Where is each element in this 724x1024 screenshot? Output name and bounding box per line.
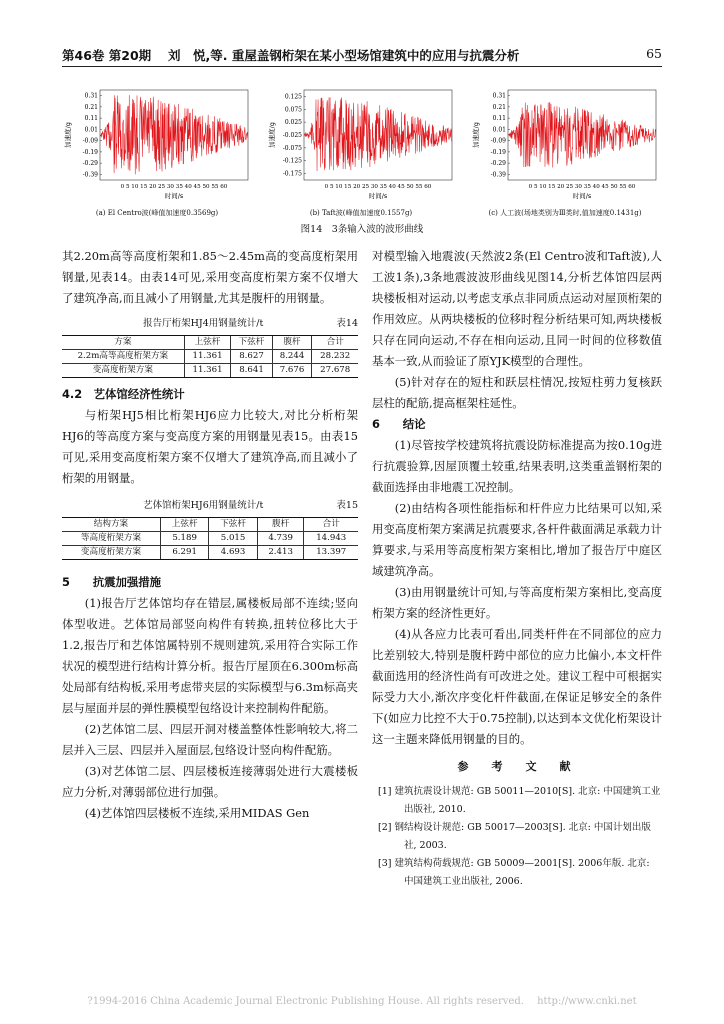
y-tick-label: -0.09 — [82, 137, 98, 145]
table-row — [62, 364, 358, 378]
paragraph: 其2.20m高等高度桁架和1.85～2.45m高的变高度桁架用钢量,见表14。由表14可见,采用变高度桁架方案不仅增大了建筑净高,而且减小了用钢量,尤其是腹杆的用钢量。 — [62, 249, 358, 305]
table-number: 表14 — [336, 318, 358, 329]
table-header-cell: 腹杆 — [257, 518, 304, 532]
y-tick-label: 0.11 — [492, 115, 506, 123]
table-cell: 8.641 — [231, 364, 272, 378]
table-title: 报告厅桁架HJ4用钢量统计/t — [143, 318, 264, 329]
waveform-panel-b — [266, 84, 456, 224]
reference-item: [1] 建筑抗震设计规范: GB 50011—2010[S]. 北京: 中国建筑工业出版社, 2010. — [378, 786, 661, 815]
y-tick-label: -0.025 — [282, 132, 302, 139]
table-number: 表15 — [336, 500, 358, 511]
table-cell: 13.397 — [304, 546, 358, 560]
table-row — [62, 546, 358, 560]
y-tick-label: 0.11 — [84, 115, 98, 123]
table-header-cell: 上弦杆 — [184, 336, 231, 350]
table-header-cell: 下弦杆 — [231, 336, 272, 350]
paragraph: (1)报告厅艺体馆均存在错层,属楼板局部不连续;竖向体型收进。艺体馆局部竖向构件有转换,扭转位移比大于1.2,报告厅和艺体馆属特别不规则建筑,采用符合实际工作状况的模型进行结构计算分析。报告厅屋顶在6.300m标高处局部有结构板,采用考虑带夹层的实际模型与6.3m标高夹层与屋面并层的弹性膜模型包络设计来控制构件配筋。 — [62, 596, 358, 715]
seismic-trace — [100, 95, 248, 174]
waveform-panel-a — [62, 84, 252, 224]
table-cell: 27.678 — [312, 364, 358, 378]
table-row — [62, 532, 358, 546]
section-heading: 5 抗震加强措施 — [62, 575, 162, 589]
section-heading: 4.2 艺体馆经济性统计 — [62, 387, 185, 401]
paragraph: (4)从各应力比表可看出,同类杆件在不同部位的应力比差别较大,特别是腹杆跨中部位的应力比偏小,本文杆件截面选用的经济性尚有可改进之处。建议工程中可根据实际受力大小,渐次序变化杆件截面,在保证足够安全的条件下(如应力比控不大于0.75控制),以达到本文优化桁架设计这一主题来降低用钢量的目的。 — [372, 627, 662, 746]
paragraph: (1)尽管按学校建筑将抗震设防标准提高为按0.10g进行抗震验算,因屋顶覆土较重,结果表明,这类重盖钢桁架的截面选择由非地震工况控制。 — [372, 438, 662, 494]
paragraph: (3)由用钢量统计可知,与等高度桁架方案相比,变高度桁架方案的经济性更好。 — [372, 585, 662, 620]
table-15-caption — [70, 499, 358, 513]
paragraph: (4)艺体馆四层楼板不连续,采用MIDAS Gen — [84, 806, 310, 820]
table-14-caption — [70, 317, 358, 331]
y-tick-label: 0.01 — [84, 126, 98, 134]
panel-caption-a: (a) El Centro波(峰值加速度0.3569g) — [95, 209, 219, 217]
y-tick-label: 0.21 — [492, 103, 506, 111]
x-axis-label: 时间/s — [164, 192, 184, 200]
paragraph: (2)由结构各项性能指标和杆件应力比结果可以知,采用变高度桁架方案满足抗震要求,各杆件截面满足承载力计算要求,与采用等高度桁架方案相比,增加了报告厅中庭区域建筑净高。 — [372, 501, 662, 578]
table-cell: 7.676 — [272, 364, 312, 378]
x-axis-label: 时间/s — [572, 192, 592, 200]
y-tick-label: 0.21 — [84, 103, 98, 111]
paragraph: 与桁架HJ5相比桁架HJ6应力比较大,对比分析桁架HJ6的等高度方案与变高度方案的用钢量见表15。由表15可见,采用变高度桁架方案不仅增大了建筑净高,而且减小了桁架的用钢量。 — [62, 408, 358, 485]
x-tick-labels: 0 5 10 15 20 25 30 35 40 45 50 55 60 — [120, 184, 228, 190]
table-header-cell: 上弦杆 — [160, 518, 208, 532]
table-15 — [62, 517, 358, 560]
y-axis-label: 加速度/g — [268, 122, 276, 148]
y-tick-label: 0.025 — [284, 119, 302, 127]
table-cell: 4.693 — [209, 546, 257, 560]
table-cell: 4.739 — [257, 532, 304, 546]
table-title: 艺体馆桁架HJ6用钢量统计/t — [143, 500, 264, 511]
x-tick-labels: 0 5 10 15 20 25 30 35 40 45 50 55 60 — [324, 184, 432, 190]
page-number: 65 — [646, 46, 662, 61]
running-header — [62, 44, 662, 67]
panel-caption-c: (c) 人工波(场地类别为Ⅲ类时,值加速度0.1431g) — [488, 209, 642, 217]
table-cell: 6.291 — [160, 546, 208, 560]
reference-item: [3] 建筑结构荷载规范: GB 50009—2001[S]. 2006年版. 北京: 中国建筑工业出版社, 2006. — [378, 858, 650, 887]
header-title: 第46卷 第20期 刘 悦,等. 重屋盖钢桁架在某小型场馆建筑中的应用与抗震分析 — [62, 48, 520, 63]
y-tick-label: -0.175 — [282, 170, 302, 178]
seismic-trace — [304, 97, 452, 171]
y-tick-label: -0.29 — [82, 160, 98, 168]
y-axis-label: 加速度/g — [472, 122, 480, 148]
table-cell: 5.015 — [209, 532, 257, 546]
right-column — [372, 246, 662, 891]
waveform-panel-c — [470, 84, 660, 224]
table-cell: 5.189 — [160, 532, 208, 546]
y-tick-label: -0.39 — [490, 171, 506, 179]
y-tick-label: -0.19 — [82, 148, 98, 156]
figure-caption: 图14 3条输入波的波形曲线 — [300, 224, 424, 235]
table-cell: 11.361 — [184, 350, 231, 364]
reference-item: [2] 钢结构设计规范: GB 50017—2003[S]. 北京: 中国计划出版社, 2003. — [378, 822, 651, 851]
waveform-chart-b — [266, 84, 456, 206]
section-heading: 6 结论 — [372, 417, 426, 431]
copyright-footer: ?1994-2016 China Academic Journal Electronic Publishing House. All rights reserved. http://www.cnki.net — [87, 996, 637, 1007]
y-tick-label: 0.31 — [84, 92, 98, 100]
table-cell: 等高度桁架方案 — [62, 532, 160, 546]
y-tick-label: -0.09 — [490, 137, 506, 145]
waveform-chart-a — [62, 84, 252, 206]
x-axis-label: 时间/s — [368, 192, 388, 200]
y-tick-label: -0.075 — [282, 144, 302, 152]
y-tick-label: -0.125 — [282, 157, 302, 165]
y-tick-label: 0.125 — [284, 93, 302, 101]
table-row — [62, 350, 358, 364]
table-header-cell: 合计 — [312, 336, 358, 350]
panel-caption-b: (b) Taft波(峰值加速度0.1557g) — [309, 209, 413, 217]
y-tick-label: -0.19 — [490, 148, 506, 156]
table-cell: 变高度桁架方案 — [62, 546, 160, 560]
table-cell: 11.361 — [184, 364, 231, 378]
table-cell: 2.413 — [257, 546, 304, 560]
table-cell: 14.943 — [304, 532, 358, 546]
left-column — [62, 246, 358, 824]
paragraph: (2)艺体馆二层、四层开洞对楼盖整体性影响较大,将二层并入三层、四层并入屋面层,包络设计竖向构件配筋。 — [62, 722, 358, 757]
table-14 — [62, 335, 358, 378]
waveform-chart-c — [470, 84, 660, 206]
table-cell: 变高度桁架方案 — [62, 364, 184, 378]
y-tick-label: -0.29 — [490, 160, 506, 168]
seismic-trace — [508, 102, 656, 167]
references-heading: 参 考 文 献 — [457, 760, 577, 773]
table-header-cell: 结构方案 — [62, 518, 160, 532]
x-tick-labels: 0 5 10 15 20 25 30 35 40 45 50 55 60 — [528, 184, 636, 190]
table-header-cell: 下弦杆 — [209, 518, 257, 532]
table-cell: 8.627 — [231, 350, 272, 364]
paragraph: 对模型输入地震波(天然波2条(El Centro波和Taft波),人工波1条),3条地震波波形曲线见图14,分析艺体馆四层两块楼板相对运动,以考虑支承点非同质点运动对屋顶桁架的作用效应。从两块楼板的位移时程分析结果可知,两块楼板只存在同向运动,不存在相向运动,且同一时间的位移数值基本一致,从而验证了原YJK模型的合理性。 — [372, 249, 662, 368]
table-header-cell: 方案 — [62, 336, 184, 350]
y-tick-label: 0.075 — [284, 106, 302, 114]
table-cell: 28.232 — [312, 350, 358, 364]
y-tick-label: 0.31 — [492, 92, 506, 100]
paragraph: (3)对艺体馆二层、四层楼板连接薄弱处进行大震楼板应力分析,对薄弱部位进行加强。 — [62, 764, 358, 799]
y-tick-label: -0.39 — [82, 171, 98, 179]
y-axis-label: 加速度/g — [64, 122, 72, 148]
table-header-cell: 合计 — [304, 518, 358, 532]
paragraph: (5)针对存在的短柱和跃层柱情况,按短柱剪力复核跃层柱的配筋,提高框架柱延性。 — [372, 375, 662, 410]
table-header-cell: 腹杆 — [272, 336, 312, 350]
y-tick-label: 0.01 — [492, 126, 506, 134]
table-cell: 2.2m高等高度桁架方案 — [62, 350, 184, 364]
table-cell: 8.244 — [272, 350, 312, 364]
